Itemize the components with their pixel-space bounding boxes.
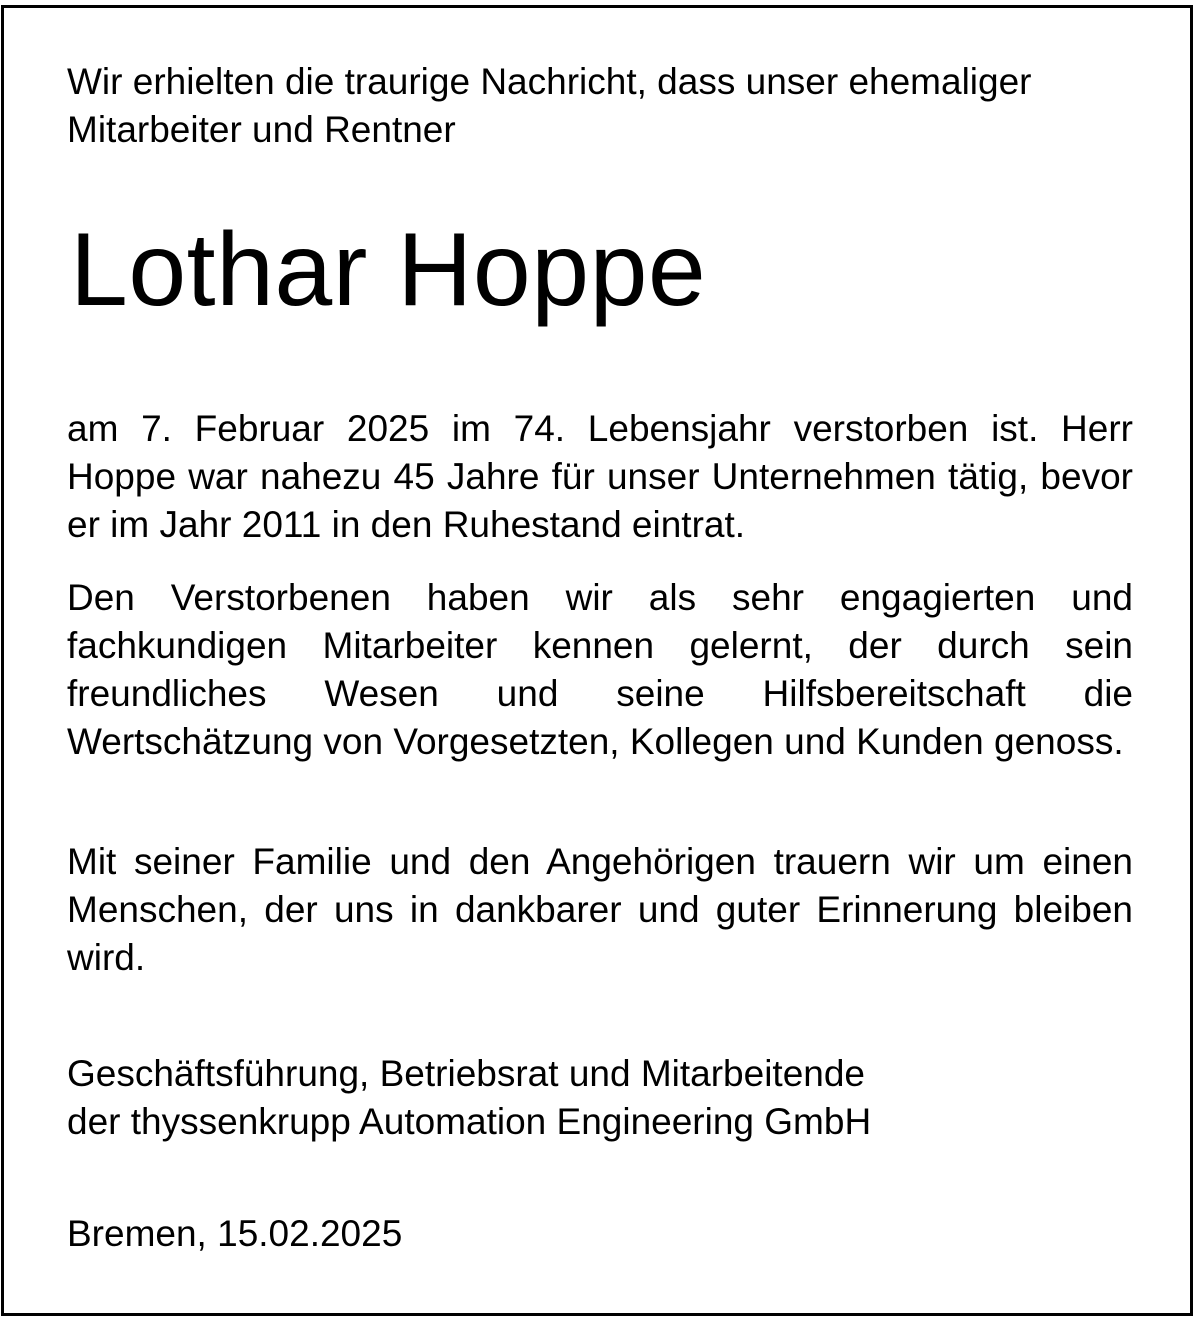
signature-block (67, 1050, 1133, 1146)
intro-text: Wir erhielten die traurige Nachricht, dass unser ehemaliger Mitarbeiter und Rentner (67, 61, 1032, 150)
signature-line-2: der thyssenkrupp Automation Engineering GmbH (67, 1101, 872, 1142)
place-date: Bremen, 15.02.2025 (67, 1213, 403, 1254)
paragraph-death-date: am 7. Februar 2025 im 74. Lebensjahr verstorben ist. Herr Hoppe war nahezu 45 Jahre für unser Unternehmen tätig, bevor er im Jahr 2011 in den Ruhestand eintrat. (67, 408, 1133, 545)
signature-line-1: Geschäftsführung, Betriebsrat und Mitarbeitende (67, 1053, 866, 1094)
paragraph-mourning: Mit seiner Familie und den Angehörigen trauern wir um einen Menschen, der uns in dankbarer und guter Erinnerung bleiben wird. (67, 841, 1133, 978)
paragraph-tribute: Den Verstorbenen haben wir als sehr engagierten und fachkundigen Mitarbeiter kennen gelernt, der durch sein freundliches Wesen und seine Hilfsbereitschaft die Wertschätzung von Vorgesetzten, Kollegen und Kunden genoss. (67, 577, 1133, 762)
deceased-name: Lothar Hoppe (70, 212, 707, 328)
